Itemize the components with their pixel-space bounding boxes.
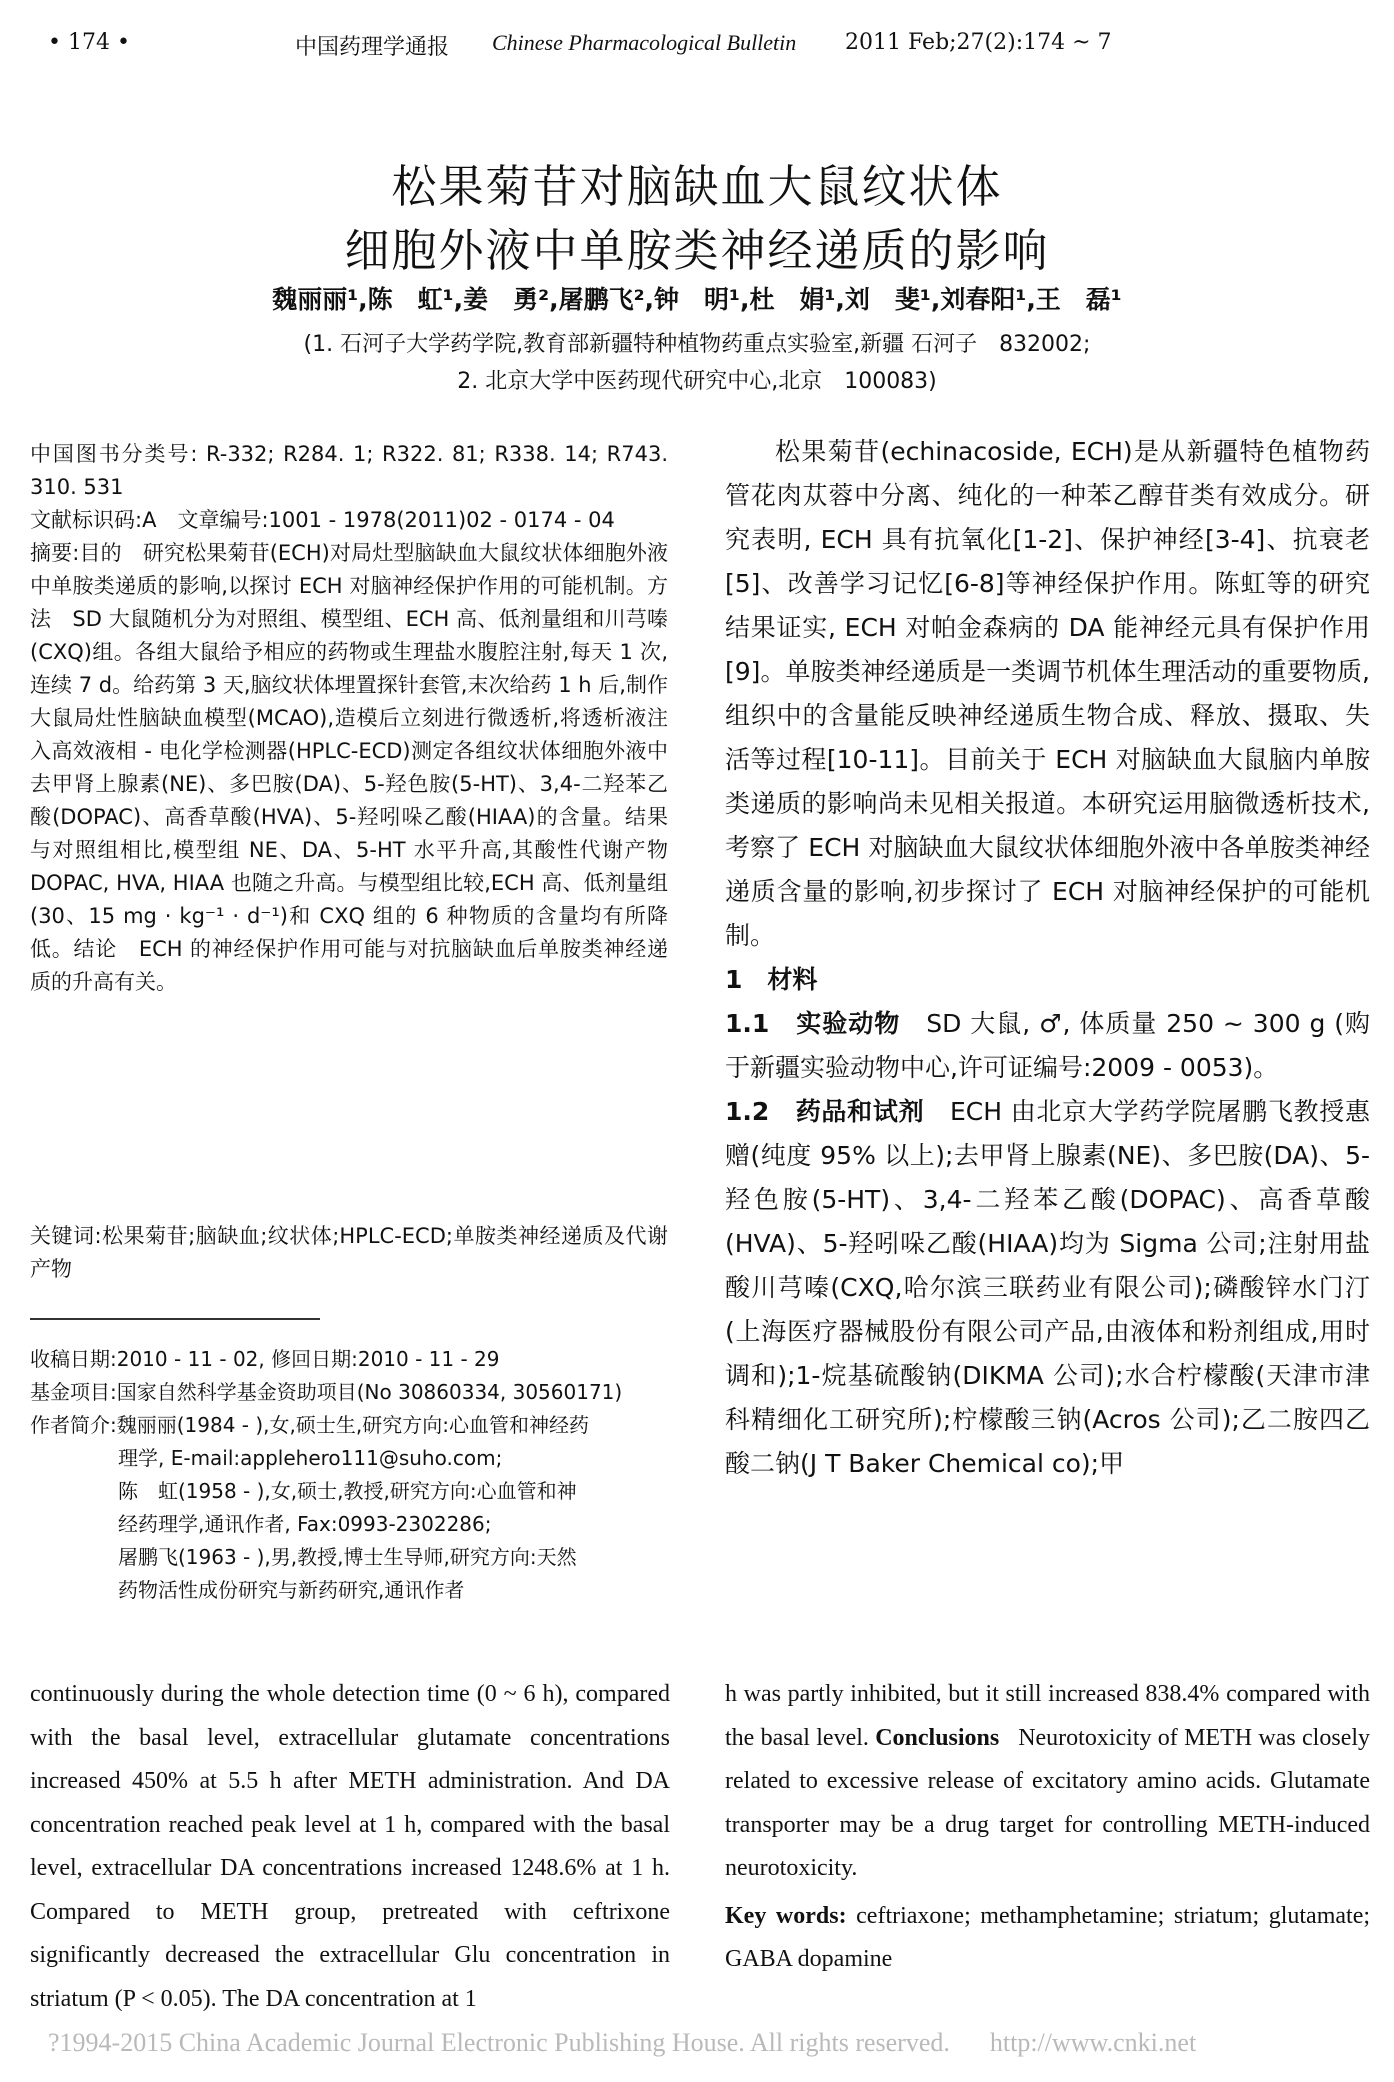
english-abstract-left — [30, 1673, 670, 2021]
author-bio-3: 屠鹏飞(1963 - ),男,教授,博士生导师,研究方向:天然 — [118, 1545, 577, 1569]
document-code: 文献标识码:A 文章编号:1001 - 1978(2011)02 - 0174 - 04 — [30, 508, 615, 532]
subsection-reagents — [725, 1090, 1370, 1486]
author-bio-2-cont: 经药理学,通讯作者, Fax:0993-2302286; — [118, 1512, 492, 1536]
english-keywords — [725, 1895, 1370, 1982]
subsection-heading-animals: 1.1 实验动物 — [725, 1009, 901, 1038]
subsection-heading-reagents: 1.2 药品和试剂 — [725, 1097, 925, 1126]
footnote-divider — [30, 1318, 320, 1320]
journal-title-en: Chinese Pharmacological Bulletin — [492, 30, 797, 55]
introduction-paragraph: 松果菊苷(echinacoside, ECH)是从新疆特色植物药管花肉苁蓉中分离、纯化的一种苯乙醇苷类有效成分。研究表明, ECH 具有抗氧化[1-2]、保护神经[3-4]、抗衰老[5]、改善学习记忆[6-8]等神经保护作用。陈虹等的研究结果证实, ECH 对帕金森病的 DA 能神经元具有保护作用[9]。单胺类神经递质是一类调节机体生理活动的重要物质,组织中的含量能反映神经递质生物合成、释放、摄取、失活等过程[10-11]。目前关于 ECH 对脑缺血大鼠脑内单胺类递质的影响尚未见相关报道。本研究运用脑微透析技术,考察了 ECH 对脑缺血大鼠纹状体细胞外液中各单胺类神经递质含量的影响,初步探讨了 ECH 对脑神经保护的可能机制。 — [725, 437, 1370, 950]
abstract-text: 摘要:目的 研究松果菊苷(ECH)对局灶型脑缺血大鼠纹状体细胞外液中单胺类递质的影响,以探讨 ECH 对脑神经保护作用的可能机制。方法 SD 大鼠随机分为对照组、模型组、ECH 高、低剂量组和川芎嗪(CXQ)组。各组大鼠给予相应的药物或生理盐水腹腔注射,每天 1 次,连续 7 d。给药第 3 天,脑纹状体埋置探针套管,末次给药 1 h 后,制作大鼠局灶性脑缺血模型(MCAO),造模后立刻进行微透析,将透析液注入高效液相 - 电化学检测器(HPLC-ECD)测定各组纹状体细胞外液中去甲肾上腺素(NE)、多巴胺(DA)、5-羟色胺(5-HT)、3,4-二羟苯乙酸(DOPAC)、高香草酸(HVA)、5-羟吲哚乙酸(HIAA)的含量。结果 与对照组相比,模型组 NE、DA、5-HT 水平升高,其酸性代谢产物 DOPAC, HVA, HIAA 也随之升高。与模型组比较,ECH 高、低剂量组(30、15 mg · kg⁻¹ · d⁻¹)和 CXQ 组的 6 种物质的含量均有所降低。结论 ECH 的神经保护作用可能与对抗脑缺血后单胺类神经递质的升高有关。 — [30, 541, 689, 994]
author-list: 魏丽丽¹,陈 虹¹,姜 勇²,屠鹏飞²,钟 明¹,杜 娟¹,刘 斐¹,刘春阳¹,王 磊¹ — [272, 285, 1122, 314]
fund-info: 基金项目:国家自然科学基金资助项目(No 30860334, 30560171) — [30, 1380, 623, 1404]
abstract-block — [30, 438, 689, 999]
page-number: • 174 • — [48, 30, 130, 55]
section-heading-materials: 1 材料 — [725, 965, 818, 994]
key-words-text: ceftriaxone; methamphetamine; striatum; glutamate; GABA dopamine — [725, 1902, 1371, 1972]
affiliation-line-1: (1. 石河子大学药学院,教育部新疆特种植物药重点实验室,新疆 石河子 832002; — [303, 332, 1091, 357]
author-bio-2: 陈 虹(1958 - ),女,硕士,教授,研究方向:心血管和神 — [118, 1479, 577, 1503]
english-abstract-left-text: continuously during the whole detection time (0 ~ 6 h), compared with the basal level, extracellular glutamate concentrations increased 450% at 5.5 h after METH administration. And DA concentration reached peak level at 1 h, compared with the basal level, extracellular DA concentrations increased 1248.6% at 1 h. Compared to METH group, pretreated with ceftrixone significantly decreased the extracellular Glu concentration in striatum (P < 0.05). The DA concentration at 1 — [30, 1681, 670, 2012]
author-bio-3-cont: 药物活性成份研究与新药研究,通讯作者 — [118, 1578, 465, 1602]
keywords-block — [30, 1220, 668, 1286]
author-bio-1: 作者简介:魏丽丽(1984 - ),女,硕士生,研究方向:心血管和神经药 — [30, 1413, 589, 1437]
english-results-tail: h was partly inhibited, but it still increased 838.4% compared with the basal level. — [725, 1681, 1370, 1751]
journal-title-cn: 中国药理学通报 — [295, 35, 450, 60]
english-abstract-right — [725, 1673, 1370, 1982]
watermark-url: http://www.cnki.net — [989, 2028, 1197, 2057]
subsection-reagents-text: ECH 由北京大学药学院屠鹏飞教授惠赠(纯度 95% 以上);去甲肾上腺素(NE)、多巴胺(DA)、5-羟色胺(5-HT)、3,4-二羟苯乙酸(DOPAC)、高香草酸(HVA)、5-羟吲哚乙酸(HIAA)均为 Sigma 公司;注射用盐酸川芎嗪(CXQ,哈尔滨三联药业有限公司);磷酸锌水门汀(上海医疗器械股份有限公司产品,由液体和粉剂组成,用时调和);1-烷基硫酸钠(DIKMA 公司);水合柠檬酸(天津市津科精细化工研究所);柠檬酸三钠(Acros 公司);乙二胺四乙酸二钠(J T Baker Chemical co);甲 — [725, 1097, 1370, 1478]
author-bio-1-cont: 理学, E-mail:applehero111@suho.com; — [118, 1446, 503, 1470]
key-words-label: Key words: — [725, 1902, 847, 1929]
keywords-text: 关键词:松果菊苷;脑缺血;纹状体;HPLC-ECD;单胺类神经递质及代谢产物 — [30, 1224, 668, 1281]
copyright-watermark — [48, 2028, 1236, 2058]
received-date: 收稿日期:2010 - 11 - 02, 修回日期:2010 - 11 - 29 — [30, 1347, 500, 1371]
footnotes-block — [30, 1343, 670, 1607]
classification-number: 中国图书分类号: R-332; R284. 1; R322. 81; R338. 14; R743. 310. 531 — [30, 442, 668, 499]
body-text — [725, 430, 1370, 1486]
subsection-animals — [725, 1002, 1370, 1090]
affiliation-line-2: 2. 北京大学中医药现代研究中心,北京 100083) — [457, 369, 937, 394]
article-title-line-1: 松果菊苷对脑缺血大鼠纹状体 — [391, 160, 1003, 213]
article-title-line-2: 细胞外液中单胺类神经递质的影响 — [344, 224, 1050, 277]
conclusions-text: Neurotoxicity of METH was closely related to excessive release of excitatory amino acids. Glutamate transporter may be a drug target for controlling METH-induced neurotoxicity. — [725, 1724, 1371, 1881]
watermark-copyright: ?1994-2015 China Academic Journal Electronic Publishing House. All rights reserved. — [48, 2028, 950, 2057]
journal-issue: 2011 Feb;27(2):174 ~ 7 — [845, 30, 1112, 55]
subsection-animals-text: SD 大鼠, ♂, 体质量 250 ~ 300 g (购于新疆实验动物中心,许可证编号:2009 - 0053)。 — [725, 1009, 1370, 1082]
conclusions-label: Conclusions — [875, 1724, 1000, 1751]
english-abstract-right-text — [725, 1673, 1370, 1891]
